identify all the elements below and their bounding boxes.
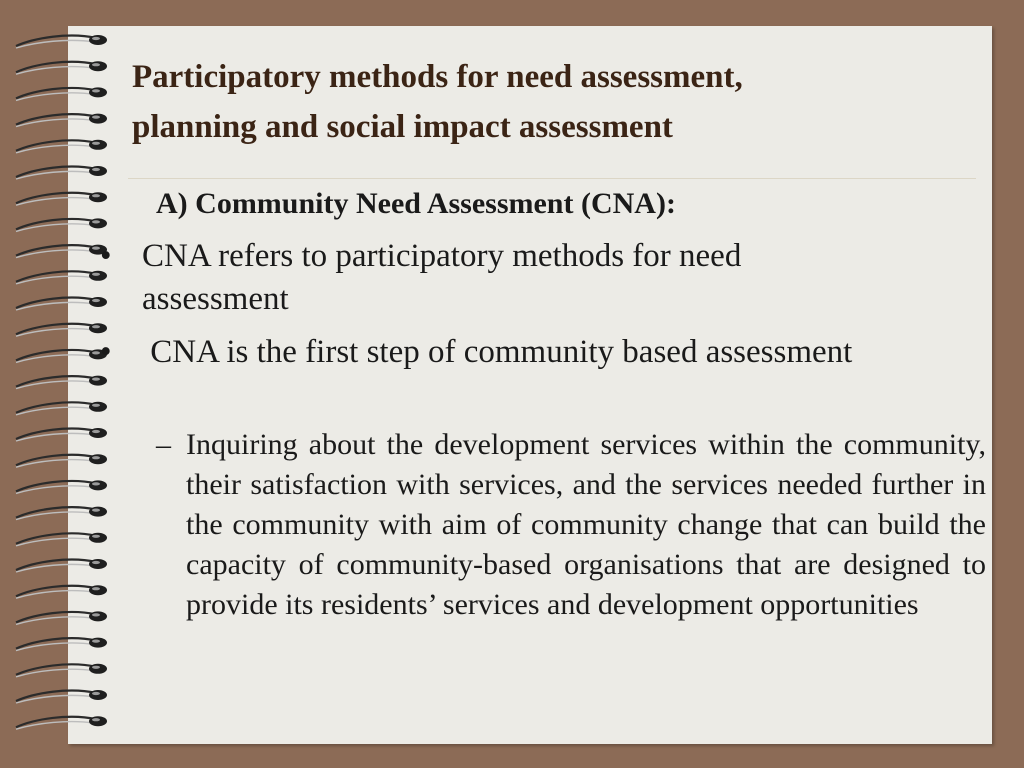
spiral-ring-icon xyxy=(16,638,107,651)
bullet-text: CNA is the first step of community based assessment xyxy=(142,334,853,370)
spiral-ring-icon xyxy=(16,87,107,100)
spiral-ring-icon xyxy=(16,585,107,598)
title-line-1: Participatory methods for need assessment, xyxy=(132,59,743,95)
spiral-ring-icon xyxy=(16,192,107,205)
bullet-marker: • xyxy=(100,334,112,370)
spiral-binding-icon xyxy=(14,28,114,744)
spiral-ring-icon xyxy=(16,61,107,74)
spiral-ring-icon xyxy=(16,611,107,624)
spiral-ring-icon xyxy=(16,690,107,703)
spiral-ring-icon xyxy=(16,480,107,493)
bullet-marker: • xyxy=(100,238,112,274)
bullet-item-2 xyxy=(100,331,880,374)
spiral-ring-icon xyxy=(16,245,107,258)
spiral-ring-icon xyxy=(16,349,107,362)
spiral-ring-icon xyxy=(16,297,107,310)
sub-bullet-marker: – xyxy=(156,428,171,461)
bullet-item-1 xyxy=(100,235,880,321)
spiral-ring-icon xyxy=(16,35,107,48)
spiral-ring-icon xyxy=(16,664,107,677)
spiral-ring-icon xyxy=(16,454,107,467)
title-divider xyxy=(128,178,976,179)
page-title xyxy=(132,52,952,152)
title-line-2: planning and social impact assessment xyxy=(132,109,673,145)
spiral-ring-icon xyxy=(16,507,107,520)
spiral-ring-icon xyxy=(16,166,107,179)
spiral-ring-icon xyxy=(16,218,107,231)
spiral-ring-icon xyxy=(16,140,107,153)
sub-bullet-item xyxy=(156,425,986,625)
spiral-ring-icon xyxy=(16,271,107,284)
bullet-text: CNA refers to participatory methods for need assessment xyxy=(142,238,742,317)
spiral-ring-icon xyxy=(16,114,107,127)
spiral-ring-icon xyxy=(16,402,107,415)
sub-bullet-text: Inquiring about the development services within the community, their satisfaction with services, and the services needed further in the community with aim of community change that can build the capacity of community-based organisations that are designed to provide its residents’ services and development opportunities xyxy=(186,428,986,621)
spiral-ring-icon xyxy=(16,323,107,336)
spiral-ring-icon xyxy=(16,428,107,441)
spiral-ring-icon xyxy=(16,716,107,729)
spiral-ring-icon xyxy=(16,559,107,572)
spiral-ring-icon xyxy=(16,533,107,546)
section-heading: A) Community Need Assessment (CNA): xyxy=(156,187,676,220)
spiral-ring-icon xyxy=(16,376,107,389)
